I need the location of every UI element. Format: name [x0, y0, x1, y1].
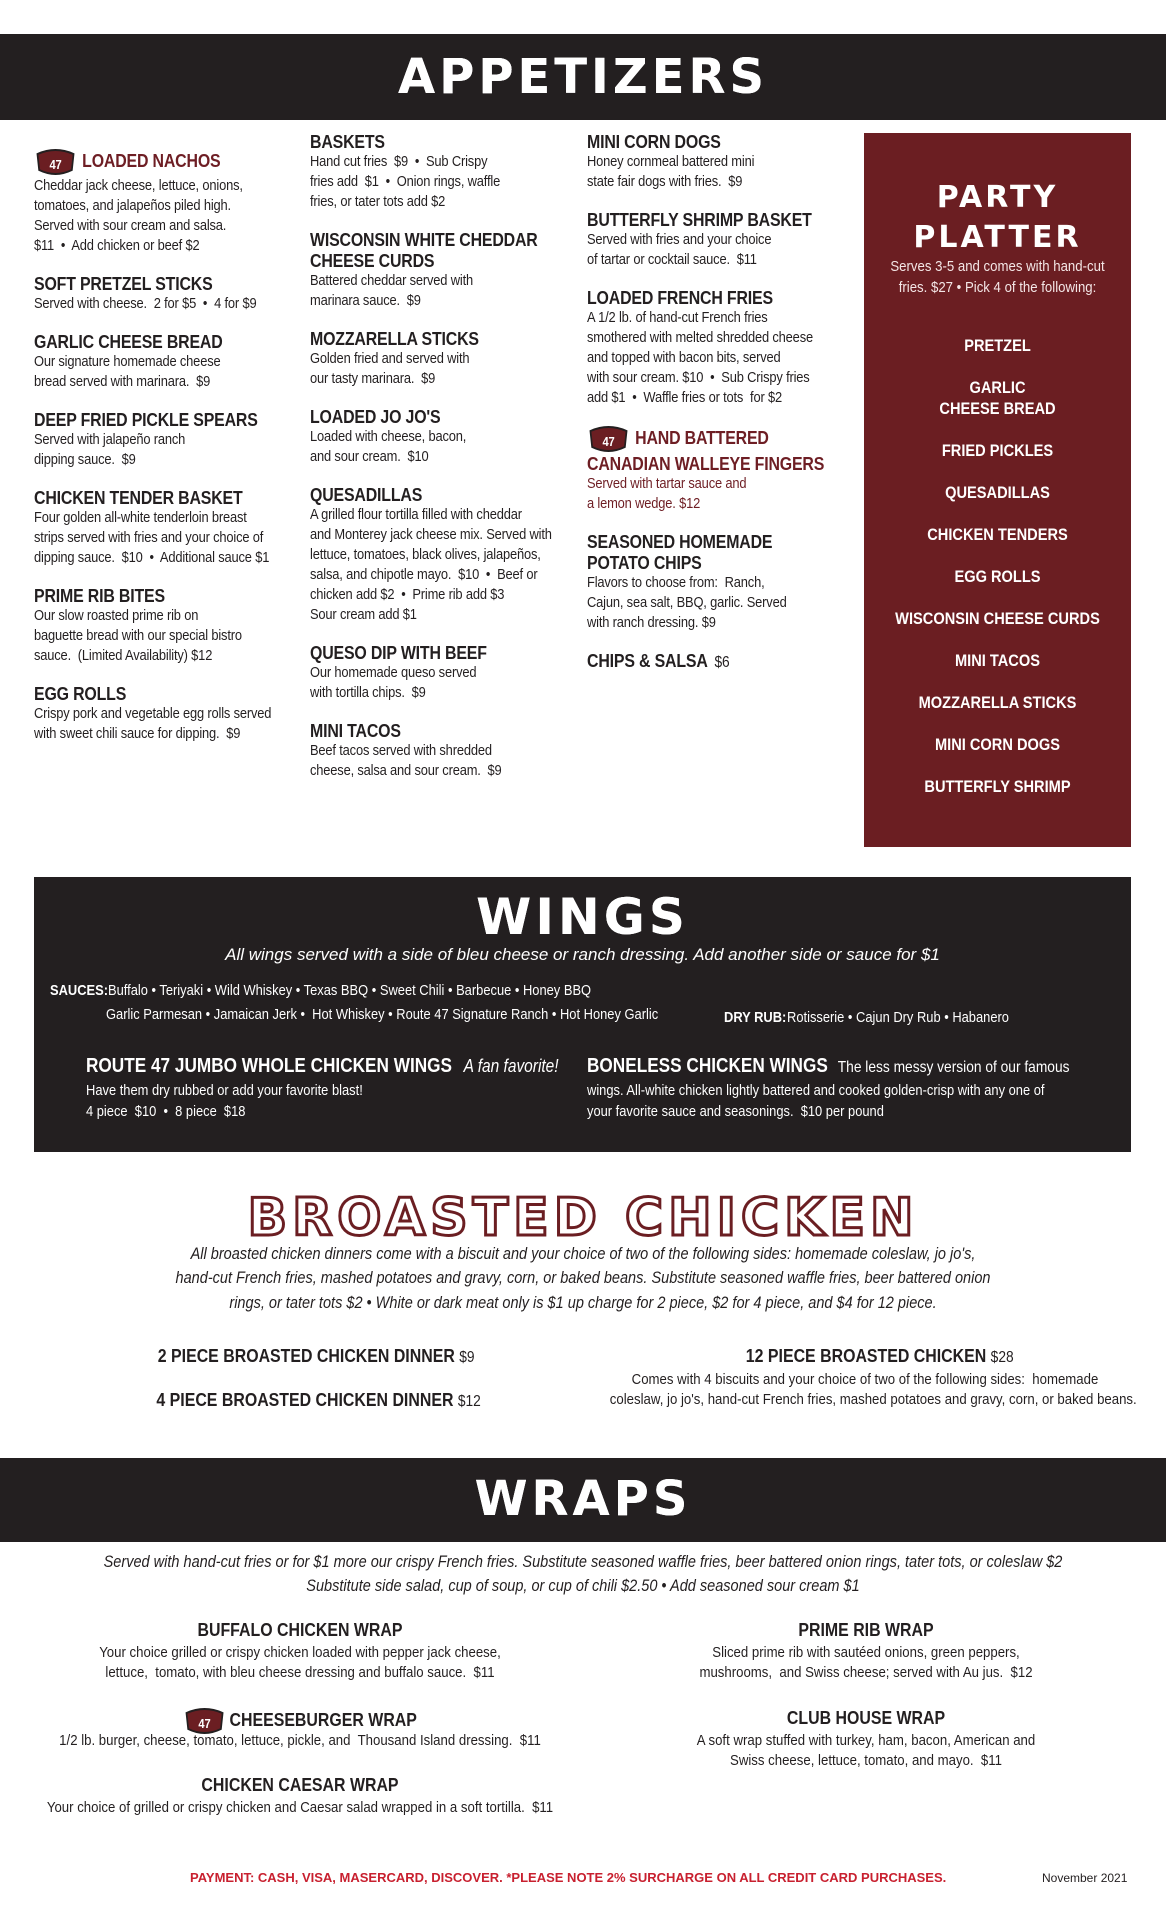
svg-text:47: 47 [198, 1716, 211, 1732]
party-platter-item: WISCONSIN CHEESE CURDS [895, 609, 1100, 628]
menu-item-title: LOADED NACHOS [82, 149, 221, 171]
menu-item [34, 487, 304, 568]
menu-item [587, 650, 857, 673]
menu-item-price: $6 [714, 654, 730, 671]
menu-item [34, 585, 304, 666]
menu-item-description: Golden fried and served with our tasty marinara. $9 [310, 350, 470, 387]
wings-subtitle: All wings served with a side of bleu cheese or ranch dressing. Add another side or sauce for $1 [225, 945, 940, 964]
menu-item-name [587, 209, 819, 230]
appetizers-column-2 [310, 131, 580, 798]
menu-item [310, 131, 580, 212]
menu-item-description: Served with fries and your choice of tartar or cocktail sauce. $11 [587, 231, 772, 268]
party-platter-item: FRIED PICKLES [941, 441, 1054, 460]
appetizers-column-3 [587, 131, 857, 690]
menu-item-name [310, 406, 542, 427]
menu-item [310, 642, 580, 703]
menu-item-title: SOFT PRETZEL STICKS [34, 273, 213, 294]
sauces-line-1: Buffalo • Teriyaki • Wild Whiskey • Texas BBQ • Sweet Chili • Barbecue • Honey BBQ [108, 982, 592, 999]
menu-item-title: BUTTERFLY SHRIMP BASKET [587, 209, 812, 230]
svg-text:47: 47 [602, 434, 615, 450]
menu-item [587, 209, 857, 270]
prime-rib-wrap-desc: Sliced prime rib with sautéed onions, green peppers, mushrooms, and Swiss cheese; served with Au jus. $12 [699, 1644, 1033, 1681]
menu-item [310, 328, 580, 389]
party-platter-item: MOZZARELLA STICKS [918, 693, 1077, 712]
broasted-intro-1: All broasted chicken dinners come with a biscuit and your choice of two of the following sides: homemade coleslaw, jo jo's, [190, 1245, 976, 1263]
wings-title: WINGS [476, 888, 689, 946]
menu-item-title: LOADED FRENCH FRIES [587, 287, 773, 308]
broasted-2pc-price: $9 [459, 1349, 475, 1366]
broasted-4pc [156, 1389, 480, 1413]
jumbo-wings-tag: A fan favorite! [463, 1056, 559, 1076]
menu-item-name [34, 585, 266, 606]
menu-item-description: Flavors to choose from: Ranch, Cajun, sea salt, BBQ, garlic. Served with ranch dressing. $9 [587, 574, 787, 631]
menu-date: November 2021 [1042, 1871, 1128, 1885]
menu-item [587, 131, 857, 192]
party-platter-item: PRETZEL [964, 336, 1031, 355]
menu-item-title: BASKETS [310, 131, 385, 152]
menu-item [310, 406, 580, 467]
menu-item-name [34, 273, 266, 294]
menu-item-name [310, 328, 542, 349]
appetizers-column-1 [34, 148, 304, 761]
wraps-intro-1: Served with hand-cut fries or for $1 more our crispy French fries. Substitute seasoned waffle fries, beer battered onion rings, tater tots, or coleslaw $2 [103, 1553, 1063, 1571]
menu-item-description: Served with cheese. 2 for $5 • 4 for $9 [34, 295, 257, 312]
party-platter-item: BUTTERFLY SHRIMP [924, 777, 1071, 796]
boneless-wings-desc: wings. All-white chicken lightly battered and cooked golden-crisp with any one of your favorite sauce and seasonings. $10 per pound [587, 1082, 1045, 1120]
menu-item-description: Four golden all-white tenderloin breast strips served with fries and your choice of dipping sauce. $10 • Additional sauce $1 [34, 509, 270, 566]
broasted-12pc-desc: Comes with 4 biscuits and your choice of two of the following sides: homemade coleslaw, jo jo's, hand-cut French fries, mashed potatoes and gravy, corn, or baked beans. [609, 1371, 1137, 1408]
party-platter-list [864, 335, 1131, 818]
menu-item-title: QUESO DIP WITH BEEF [310, 642, 487, 663]
jumbo-wings-title: ROUTE 47 JUMBO WHOLE CHICKEN WINGS [86, 1055, 452, 1077]
caesar-wrap-desc: Your choice of grilled or crispy chicken and Caesar salad wrapped in a soft tortilla. $11 [46, 1799, 554, 1816]
menu-item-title: EGG ROLLS [34, 683, 127, 704]
menu-item-name [34, 683, 266, 704]
menu-item [310, 484, 580, 625]
cheeseburger-wrap-desc: 1/2 lb. burger, cheese, tomato, lettuce, pickle, and Thousand Island dressing. $11 [59, 1732, 541, 1749]
menu-item-title: CHICKEN TENDER BASKET [34, 487, 243, 508]
wraps-header-band [0, 1458, 1166, 1542]
menu-item-description: Loaded with cheese, bacon, and sour cream. $10 [310, 428, 467, 465]
menu-item-title: LOADED JO JO'S [310, 406, 441, 427]
party-platter-item: EGG ROLLS [954, 567, 1041, 586]
menu-item-description: Our homemade queso served with tortilla chips. $9 [310, 664, 477, 701]
menu-item-description: Served with tartar sauce and a lemon wedge. $12 [587, 475, 747, 512]
party-platter-title [864, 178, 1131, 258]
menu-item-title: GARLIC CHEESE BREAD [34, 331, 223, 352]
menu-item [587, 287, 857, 408]
broasted-4pc-name: 4 PIECE BROASTED CHICKEN DINNER [156, 1389, 454, 1410]
menu-item-name [310, 720, 542, 741]
party-platter-title-line1: PARTY [936, 180, 1059, 215]
broasted-4pc-price: $12 [457, 1393, 481, 1410]
broasted-12pc-price: $28 [990, 1349, 1014, 1366]
club-house-wrap-desc: A soft wrap stuffed with turkey, ham, bacon, American and Swiss cheese, lettuce, tomato, and mayo. $11 [696, 1732, 1036, 1769]
menu-item-title: HAND BATTERED CANADIAN WALLEYE FINGERS [587, 426, 825, 474]
menu-item-name [587, 287, 819, 308]
menu-item-name [34, 409, 266, 430]
cheeseburger-wrap-title: CHEESEBURGER WRAP [229, 1708, 417, 1730]
menu-item-title: SEASONED HOMEMADE POTATO CHIPS [587, 531, 773, 573]
caesar-wrap-name: CHICKEN CAESAR WRAP [201, 1774, 399, 1795]
broasted-intro-3: rings, or tater tots $2 • White or dark meat only is $1 up charge for 2 piece, $2 for 4 piece, and $4 for 12 piece. [229, 1294, 937, 1312]
menu-item-description: Our slow roasted prime rib on baguette bread with our special bistro sauce. (Limited Availability) $12 [34, 607, 242, 664]
appetizers-title: APPETIZERS [397, 49, 769, 105]
menu-item-description: Our signature homemade cheese bread served with marinara. $9 [34, 353, 221, 390]
club-house-wrap-name: CLUB HOUSE WRAP [786, 1707, 946, 1728]
sauces-line-2: Garlic Parmesan • Jamaican Jerk • Hot Whiskey • Route 47 Signature Ranch • Hot Honey Garlic [106, 1006, 659, 1023]
menu-item [587, 425, 857, 514]
menu-item-name [310, 131, 542, 152]
menu-item-description: Served with jalapeño ranch dipping sauce. $9 [34, 431, 186, 468]
menu-item-description: Cheddar jack cheese, lettuce, onions, tomatoes, and jalapeños piled high. Served with sour cream and salsa. $11 • Add chicken or beef $2 [34, 177, 243, 254]
broasted-12pc [746, 1345, 1014, 1369]
wraps-title: WRAPS [474, 1471, 692, 1527]
payment-note: PAYMENT: CASH, VISA, MASERCARD, DISCOVER. *PLEASE NOTE 2% SURCHARGE ON ALL CREDIT CARD PURCHASES. [190, 1870, 947, 1885]
route-47-badge-icon [587, 425, 630, 453]
menu-item-name [587, 531, 819, 573]
menu-item-title: DEEP FRIED PICKLE SPEARS [34, 409, 258, 430]
menu-item-title: WISCONSIN WHITE CHEDDAR CHEESE CURDS [310, 229, 538, 271]
menu-item-title: MINI CORN DOGS [587, 131, 721, 152]
jumbo-wings-desc: Have them dry rubbed or add your favorite blast! 4 piece $10 • 8 piece $18 [86, 1082, 363, 1120]
menu-item-description: Crispy pork and vegetable egg rolls served with sweet chili sauce for dipping. $9 [34, 705, 272, 742]
menu-item-name [587, 131, 819, 152]
route-47-badge-icon [34, 148, 77, 176]
party-platter-item: MINI TACOS [954, 651, 1041, 670]
broasted-intro-2: hand-cut French fries, mashed potatoes and gravy, corn, or baked beans. Substitute seasoned waffle fries, beer battered onion [175, 1269, 991, 1287]
menu-item [34, 148, 304, 256]
appetizers-header-band [0, 34, 1166, 120]
menu-item-name [34, 148, 266, 176]
jumbo-wings-name [86, 1054, 559, 1078]
menu-item [310, 229, 580, 311]
wraps-intro-2: Substitute side salad, cup of soup, or cup of chili $2.50 • Add seasoned sour cream $1 [306, 1577, 860, 1595]
dry-rub-label: DRY RUB: [724, 1009, 787, 1026]
party-platter-item: QUESADILLAS [945, 483, 1050, 502]
menu-item-name [587, 650, 819, 673]
broasted-2pc [158, 1345, 475, 1369]
dry-rub-list: Rotisserie • Cajun Dry Rub • Habanero [787, 1009, 1009, 1026]
buffalo-wrap-name: BUFFALO CHICKEN WRAP [197, 1619, 403, 1640]
party-platter-panel [864, 133, 1131, 847]
menu-item-name [34, 331, 266, 352]
boneless-wings-tag: The less messy version of our famous [837, 1059, 1070, 1076]
menu-item-description: Battered cheddar served with marinara sauce. $9 [310, 272, 473, 309]
menu-item-name [34, 487, 266, 508]
broasted-title: BROASTED CHICKEN [247, 1188, 919, 1248]
broasted-2pc-name: 2 PIECE BROASTED CHICKEN DINNER [157, 1345, 455, 1366]
menu-item-title: MOZZARELLA STICKS [310, 328, 479, 349]
party-platter-item: GARLIC CHEESE BREAD [939, 378, 1056, 418]
svg-text:47: 47 [49, 157, 62, 173]
menu-item [34, 331, 304, 392]
menu-item [34, 683, 304, 744]
sauces-label: SAUCES: [50, 982, 109, 999]
menu-item-description: A grilled flour tortilla filled with cheddar and Monterey jack cheese mix. Served with lettuce, tomatoes, black olives, jalapeños, salsa, and chipotle mayo. $10 • Beef or chicken add $2 • Prime rib add $3 Sour cream add $1 [310, 506, 552, 623]
menu-item-title: MINI TACOS [310, 720, 401, 741]
menu-item-description: A 1/2 lb. of hand-cut French fries smothered with melted shredded cheese and topped with bacon bits, served with sour cream. $10 • Sub Crispy fries add $1 • Waffle fries or tots for $2 [587, 309, 813, 406]
menu-item-description: Honey cornmeal battered mini state fair dogs with fries. $9 [587, 153, 755, 190]
menu-item [34, 409, 304, 470]
menu-item-description: Hand cut fries $9 • Sub Crispy fries add $1 • Onion rings, waffle fries, or tater tots add $2 [310, 153, 501, 210]
menu-item-title: CHIPS & SALSA [587, 650, 708, 671]
menu-item-name [310, 642, 542, 663]
party-platter-item: MINI CORN DOGS [934, 735, 1061, 754]
menu-item [34, 273, 304, 314]
buffalo-wrap-desc: Your choice grilled or crispy chicken loaded with pepper jack cheese, lettuce, tomato, with bleu cheese dressing and buffalo sauce. $11 [99, 1644, 501, 1681]
party-platter-subtitle: Serves 3-5 and comes with hand-cut fries. $27 • Pick 4 of the following: [890, 258, 1105, 296]
party-platter-title-line2: PLATTER [913, 220, 1082, 255]
menu-item-name [587, 425, 825, 474]
menu-item [310, 720, 580, 781]
menu-item-title: PRIME RIB BITES [34, 585, 165, 606]
menu-item-name [310, 484, 542, 505]
menu-item-title: QUESADILLAS [310, 484, 423, 505]
boneless-wings-name [587, 1054, 1069, 1080]
prime-rib-wrap-name: PRIME RIB WRAP [798, 1619, 934, 1640]
broasted-12pc-name: 12 PIECE BROASTED CHICKEN [745, 1345, 987, 1366]
menu-item [587, 531, 857, 633]
menu-item-name [310, 229, 542, 271]
party-platter-item: CHICKEN TENDERS [927, 525, 1068, 544]
menu-item-description: Beef tacos served with shredded cheese, salsa and sour cream. $9 [310, 742, 502, 779]
wings-section [34, 877, 1131, 1152]
boneless-wings-title: BONELESS CHICKEN WINGS [587, 1055, 828, 1077]
